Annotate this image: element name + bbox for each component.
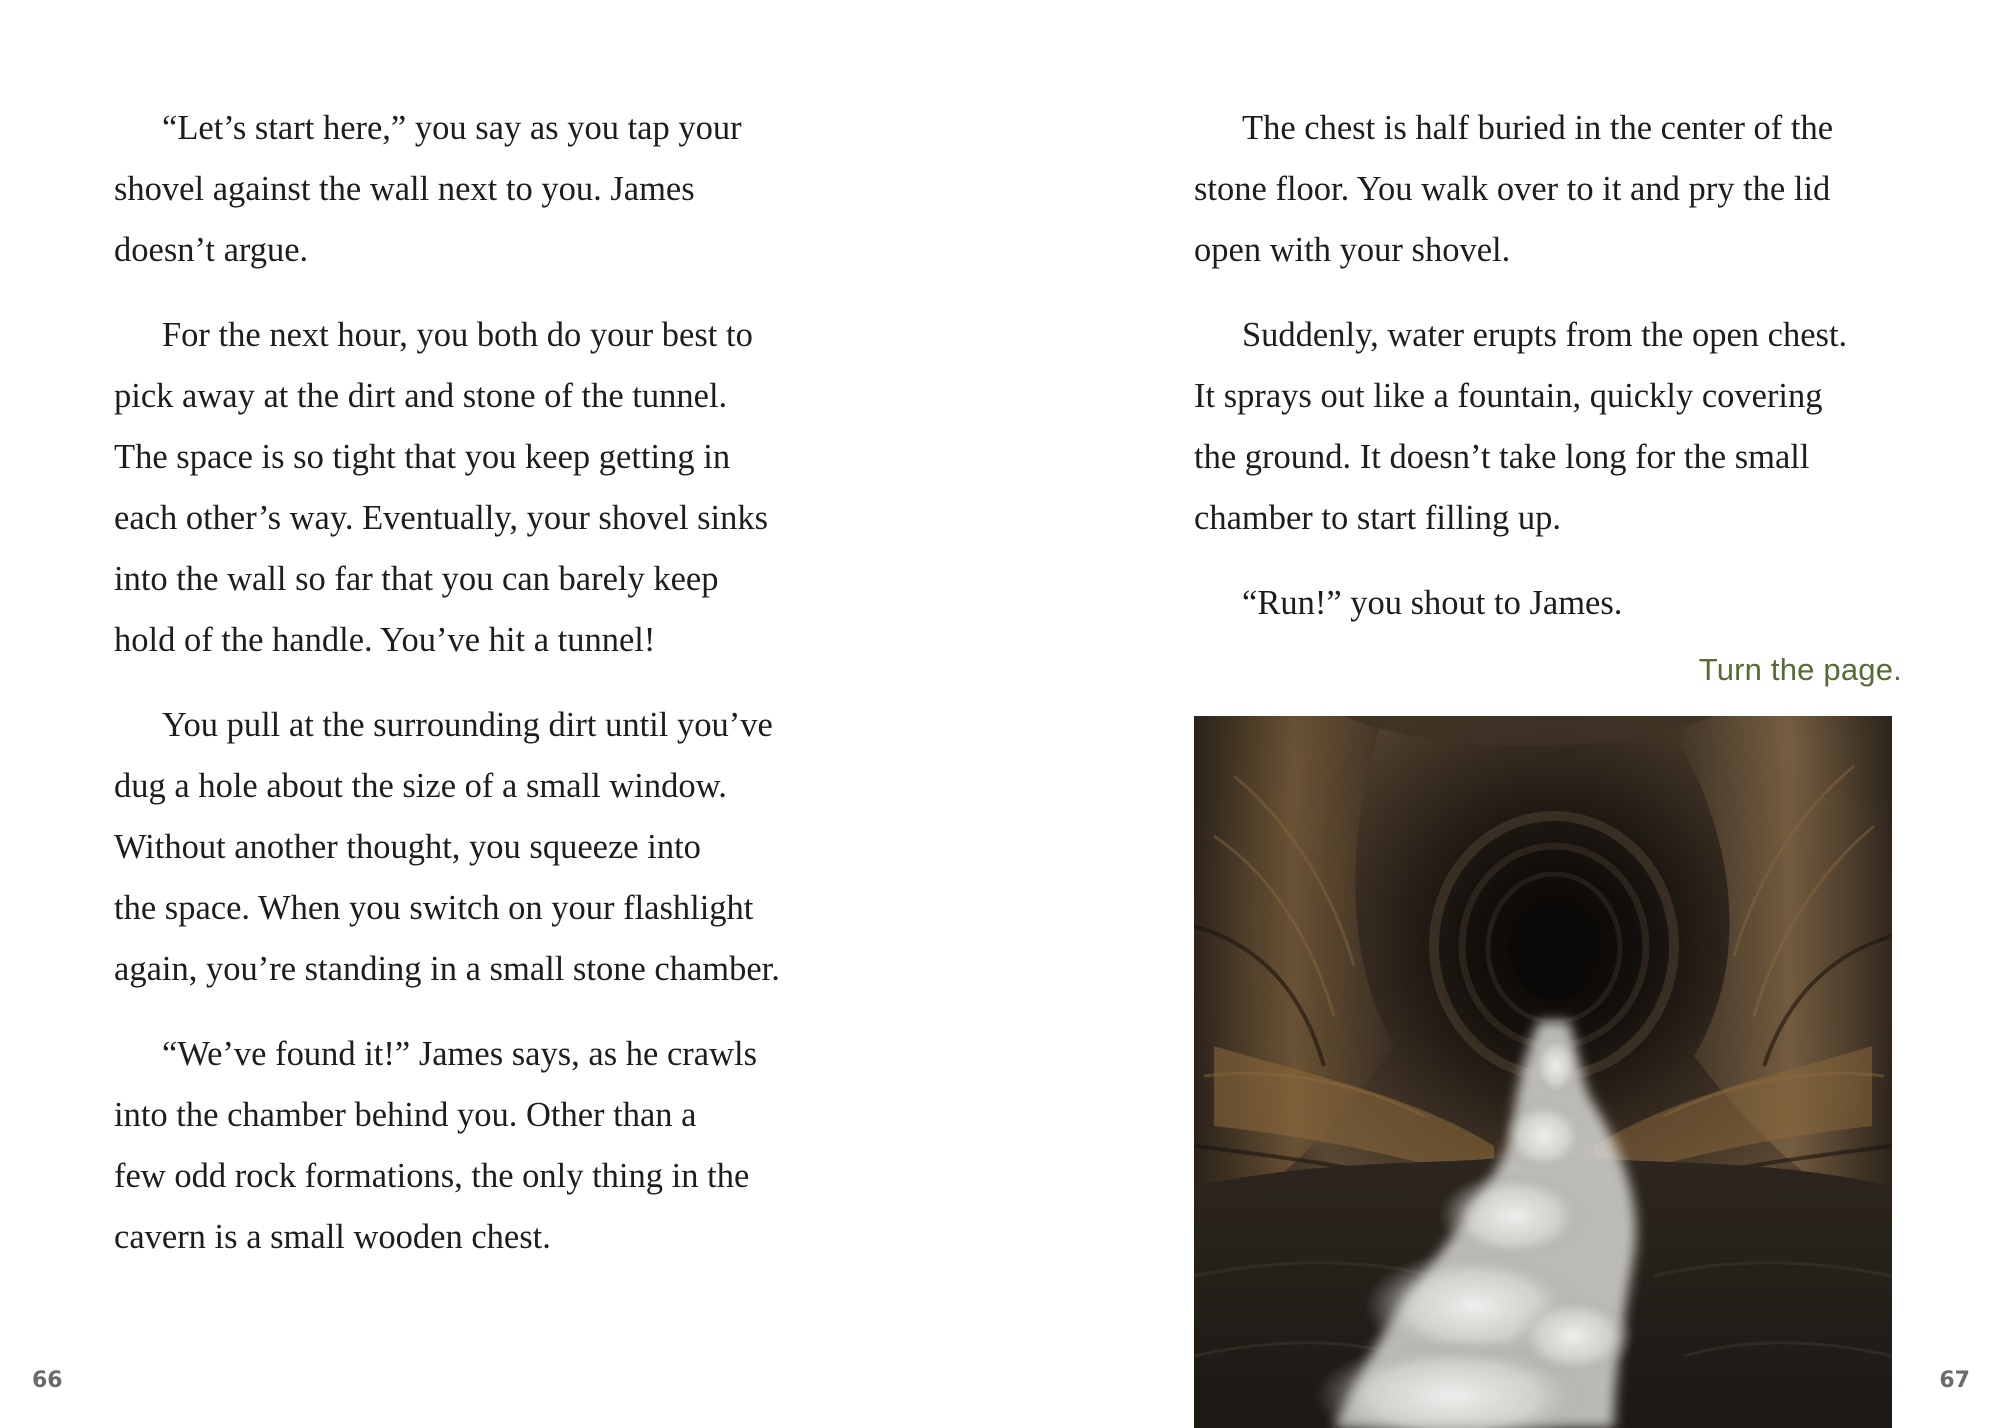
left-page-body bbox=[114, 98, 814, 1292]
paragraph: The chest is half buried in the center of the stone floor. You walk over to it and pry the lid open with your shovel. bbox=[1194, 109, 1834, 269]
page-number-left: 66 bbox=[32, 1368, 63, 1393]
paragraph: “Run!” you shout to James. bbox=[1242, 584, 1623, 622]
paragraph: For the next hour, you both do your best to pick away at the dirt and stone of the tunnel. The space is so tight that you keep getting in each other’s way. Eventually, your shovel sinks into the wall so far that you can barely keep hold of the handle. You’ve hit a tunnel! bbox=[114, 316, 769, 659]
page-number-right: 67 bbox=[1939, 1368, 1970, 1393]
paragraph: You pull at the surrounding dirt until you’ve dug a hole about the size of a small window. Without another thought, you squeeze into the space. When you switch on your flashlight again, you’re standing in a small stone chamber. bbox=[114, 706, 780, 988]
paragraph: Suddenly, water erupts from the open chest. It sprays out like a fountain, quickly covering the ground. It doesn’t take long for the small chamber to start filling up. bbox=[1194, 316, 1848, 537]
cave-tunnel-photo bbox=[1194, 716, 1892, 1428]
turn-the-page-prompt[interactable]: Turn the page. bbox=[1698, 652, 1902, 687]
paragraph: “We’ve found it!” James says, as he crawls into the chamber behind you. Other than a few odd rock formations, the only thing in the cavern is a small wooden chest. bbox=[114, 1035, 758, 1256]
right-page-body bbox=[1194, 98, 1914, 658]
paragraph: “Let’s start here,” you say as you tap your shovel against the wall next to you. James doesn’t argue. bbox=[114, 109, 742, 269]
right-page bbox=[1000, 0, 2000, 1428]
